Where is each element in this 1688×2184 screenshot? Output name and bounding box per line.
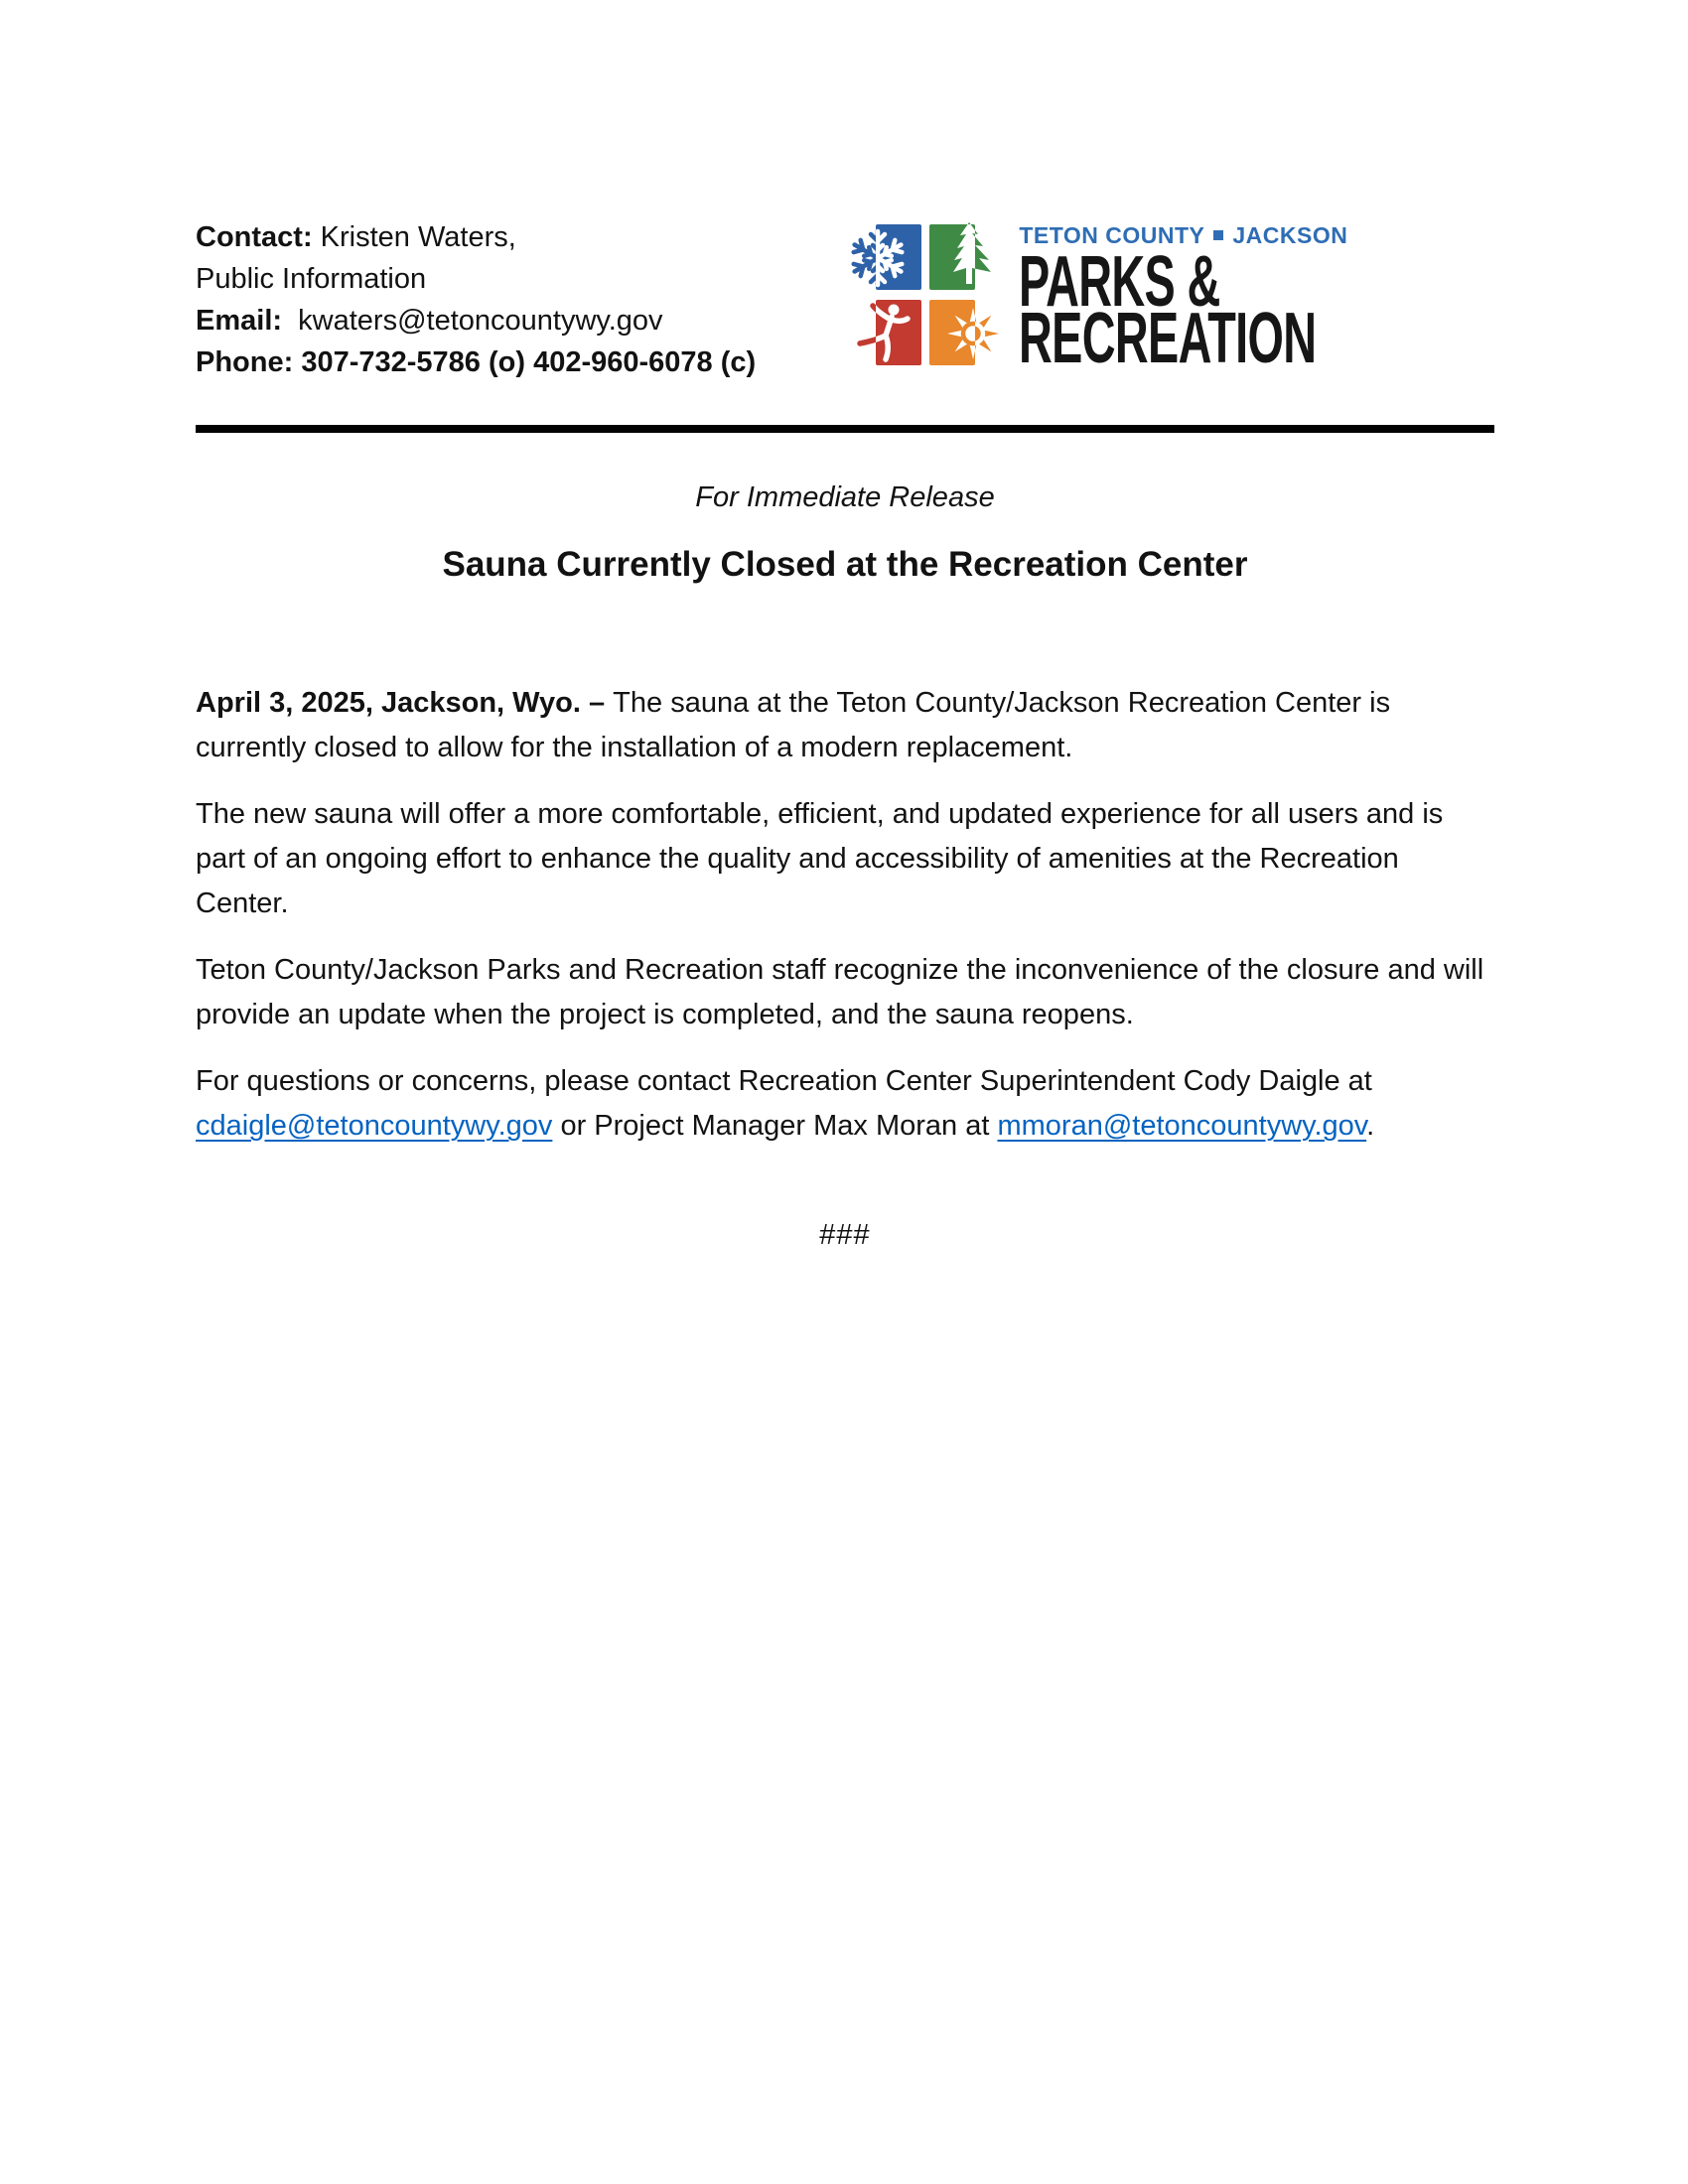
paragraph-contacts	[196, 1059, 1494, 1149]
contact-phone-line	[196, 341, 756, 383]
logo-title-line1: PARKS &	[1019, 242, 1220, 322]
contact-name-line	[196, 216, 756, 258]
text-run: Public Information	[196, 263, 427, 295]
parks-recreation-logo	[846, 222, 1477, 378]
text-run: kwaters@tetoncountywy.gov	[298, 305, 663, 337]
logo-title	[1019, 242, 1317, 378]
text-run: .	[1366, 1110, 1375, 1142]
parks-logo-icon	[846, 222, 1005, 371]
logo-title-line2: RECREATION	[1019, 299, 1317, 378]
contact-title-line	[196, 258, 756, 300]
contact-block	[196, 216, 756, 383]
logo-wordmark	[1019, 222, 1477, 378]
text-run: April 3, 2025, Jackson, Wyo. –	[196, 687, 614, 719]
text-run: Kristen Waters,	[320, 221, 516, 253]
text-run: For questions or concerns, please contact Recreation Center Superintendent Cody Daigle at	[196, 1065, 1372, 1097]
document-header	[196, 216, 1494, 383]
paragraph-dateline	[196, 681, 1494, 770]
text-run: or Project Manager Max Moran at	[552, 1110, 998, 1142]
text-run: Teton County/Jackson Parks and Recreation staff recognize the inconvenience of the closure and will provide an update when the project is completed, and the sauna reopens.	[196, 954, 1484, 1030]
text-run: The new sauna will offer a more comfortable, efficient, and updated experience for all users and is part of an ongoing effort to enhance the quality and accessibility of amenities at the Recreation Center.	[196, 798, 1444, 919]
text-run: Contact:	[196, 221, 321, 253]
headline: Sauna Currently Closed at the Recreation Center	[442, 545, 1248, 584]
body-copy	[196, 681, 1494, 1149]
tagline-separator-square	[1213, 230, 1223, 240]
email-link[interactable]: cdaigle@tetoncountywy.gov	[196, 1110, 553, 1142]
header-divider-rule	[196, 425, 1494, 433]
paragraph-staff-note	[196, 948, 1494, 1037]
press-release-end-mark: ###	[819, 1219, 871, 1251]
email-link[interactable]: mmoran@tetoncountywy.gov	[997, 1110, 1367, 1142]
release-notice: For Immediate Release	[695, 481, 995, 513]
text-run: Phone: 307-732-5786 (o) 402-960-6078 (c)	[196, 346, 757, 378]
logo-tagline-town: JACKSON	[1232, 222, 1348, 248]
logo-tagline-county: TETON COUNTY	[1019, 222, 1205, 248]
contact-email-line	[196, 300, 756, 341]
text-run: The sauna at the Teton County/Jackson Recreation Center is currently closed to allow for the installation of a modern replacement.	[196, 687, 1391, 763]
paragraph-new-sauna	[196, 792, 1494, 926]
text-run: Email:	[196, 305, 299, 337]
